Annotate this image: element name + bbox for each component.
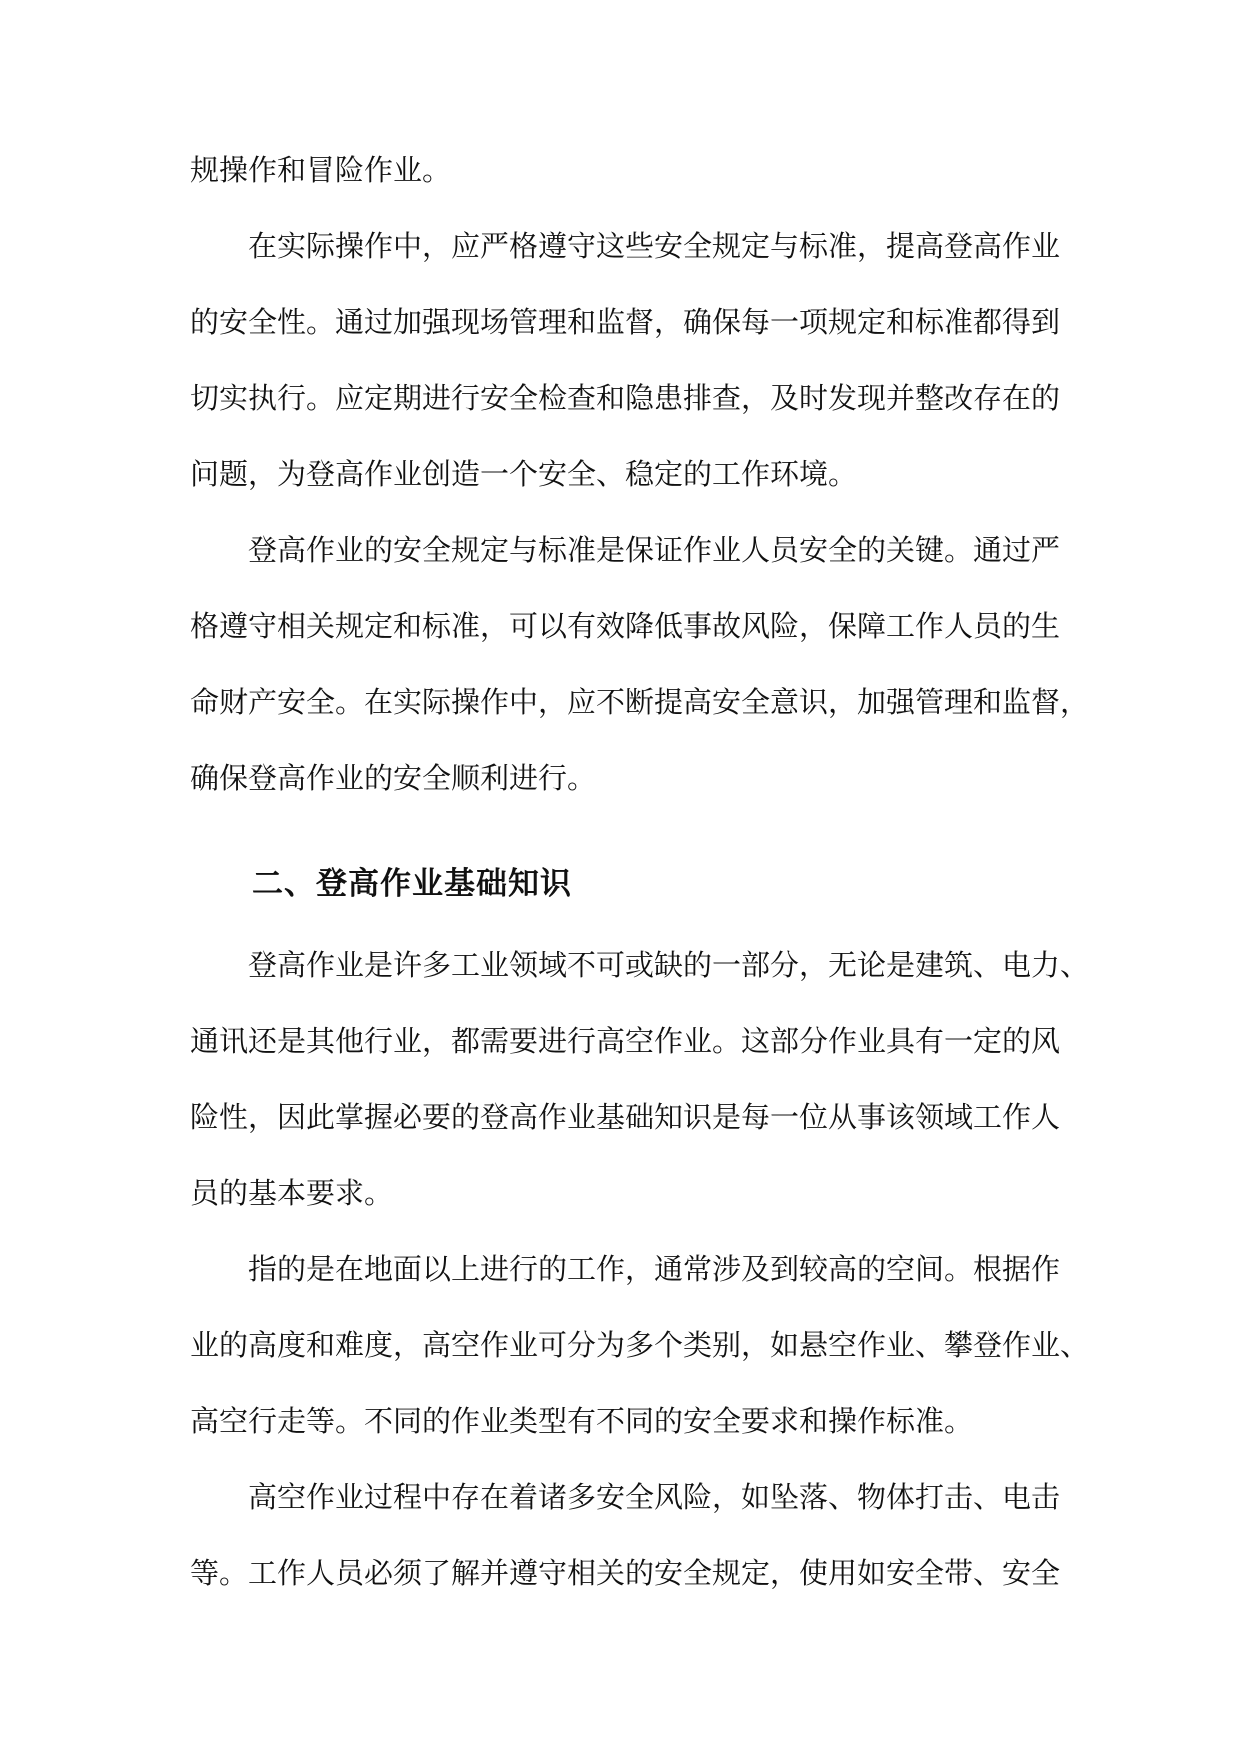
paragraph-5-line-1: 指的是在地面以上进行的工作，通常涉及到较高的空间。根据作 xyxy=(248,1252,1061,1286)
paragraph-4-line-2: 通讯还是其他行业，都需要进行高空作业。这部分作业具有一定的风 xyxy=(190,1024,1061,1058)
paragraph-4-line-3: 险性，因此掌握必要的登高作业基础知识是每一位从事该领域工作人 xyxy=(190,1100,1061,1134)
section-heading: 二、登高作业基础知识 xyxy=(252,866,572,902)
paragraph-6-line-2: 等。工作人员必须了解并遵守相关的安全规定，使用如安全带、安全 xyxy=(190,1556,1061,1590)
paragraph-5-line-2: 业的高度和难度，高空作业可分为多个类别，如悬空作业、攀登作业、 xyxy=(190,1328,1090,1362)
paragraph-4-line-4: 员的基本要求。 xyxy=(190,1176,394,1210)
paragraph-3-line-2: 格遵守相关规定和标准，可以有效降低事故风险，保障工作人员的生 xyxy=(190,609,1061,643)
paragraph-6-line-1: 高空作业过程中存在着诸多安全风险，如坠落、物体打击、电击 xyxy=(248,1480,1061,1514)
paragraph-4-line-1: 登高作业是许多工业领域不可或缺的一部分，无论是建筑、电力、 xyxy=(248,948,1090,982)
paragraph-3-line-1: 登高作业的安全规定与标准是保证作业人员安全的关键。通过严 xyxy=(248,533,1061,567)
paragraph-2-line-4: 问题，为登高作业创造一个安全、稳定的工作环境。 xyxy=(190,457,858,491)
paragraph-3-line-3: 命财产安全。在实际操作中，应不断提高安全意识，加强管理和监督， xyxy=(190,685,1090,719)
paragraph-1-line-1: 规操作和冒险作业。 xyxy=(190,153,452,187)
paragraph-2-line-1: 在实际操作中，应严格遵守这些安全规定与标准，提高登高作业 xyxy=(248,229,1061,263)
paragraph-5-line-3: 高空行走等。不同的作业类型有不同的安全要求和操作标准。 xyxy=(190,1404,974,1438)
paragraph-2-line-2: 的安全性。通过加强现场管理和监督，确保每一项规定和标准都得到 xyxy=(190,305,1061,339)
paragraph-3-line-4: 确保登高作业的安全顺利进行。 xyxy=(190,761,597,795)
paragraph-2-line-3: 切实执行。应定期进行安全检查和隐患排查，及时发现并整改存在的 xyxy=(190,381,1061,415)
